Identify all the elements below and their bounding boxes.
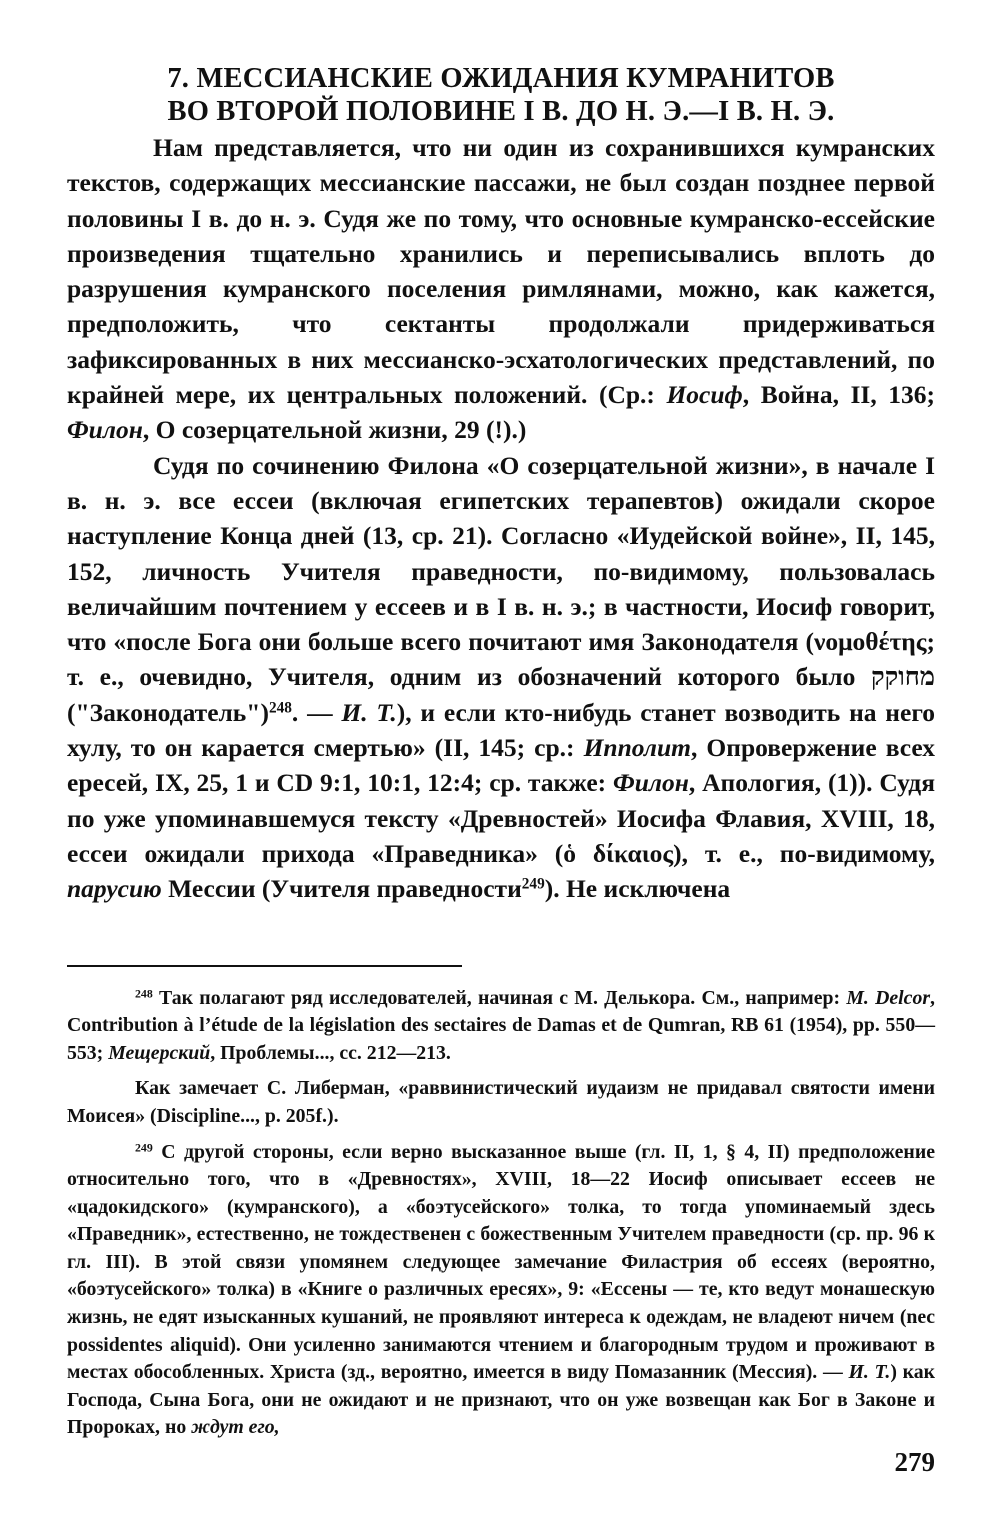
fn248-delcor: M. Delcor bbox=[846, 986, 931, 1009]
p2-text-5: , Апология, (1)). Судя по уже упоминавшемуся тексту «Древностей» Иосифа Флавия, XVIII, 18, ессеи ожидали прихода «Праведника» (ὁ δίκαιος), т. е., по-видимому, bbox=[67, 768, 935, 868]
page bbox=[67, 62, 935, 1450]
page-number: 279 bbox=[894, 1447, 935, 1477]
p1-filon: Филон bbox=[67, 415, 143, 445]
paragraph-1 bbox=[67, 130, 935, 448]
heading-line-1: 7. МЕССИАНСКИЕ ОЖИДАНИЯ КУМРАНИТОВ bbox=[167, 63, 835, 94]
heading-line-2: ВО ВТОРОЙ ПОЛОВИНЕ I В. ДО Н. Э.—I В. Н. Э. bbox=[167, 96, 835, 127]
footnote-ref-248: 248 bbox=[268, 699, 292, 717]
fn249-text-2: ) как Господа, Сына Бога, они не ожидают и не признают, что он уже возвещан как Бог в Законе и Пророках, но bbox=[67, 1361, 936, 1439]
footnotes bbox=[67, 985, 935, 1443]
fn248-text-3: , Проблемы..., сс. 212—213. bbox=[210, 1041, 451, 1064]
p2-ippolit: Ипполит bbox=[583, 733, 692, 763]
body-text bbox=[67, 130, 935, 907]
fn249-text-1: С другой стороны, если верно высказанное выше (гл. II, 1, § 4, II) предположение относительно того, что в «Древностях», XVIII, 18—22 Иосиф описывает ессеев не «цадокидского» (кумранского), а «боэтусейского» толка, то тогда упоминаемый здесь «Праведник», естественно, не тождественен с божественным Учителем праведности (ср. пр. 96 к гл. III). В этой связи упомянем следующее замечание Филастрия об ессеях (вероятно, «боэтусейского» толка) в «Книге о различных ересях», 9: «Ессены — те, кто ведут монашескую жизнь, не едят изысканных кушаний, не проявляют интереса к одеждам, не владеют ничем (nec possidentes aliquid). Они усиленно занимаются чтением и благородным трудом и проживают в местах обособленных. Христа (зд., вероятно, имеется в виду Помазанник (Мессия). — bbox=[67, 1140, 935, 1384]
p2-text-1: Судя по сочинению Филона «О созерцательной жизни», в начале I в. н. э. все ессеи (включая египетских терапевтов) ожидали скорое наступление Конца дней (13, ср. 21). Согласно «Иудейской войне», II, 145, 152, личность Учителя праведности, по-видимому, пользовалась величайшим почтением у ессеев и в I в. н. э.; в частности, Иосиф говорит, что «после Бога они больше всего почитают имя Законодателя (νομοθέτης; т. е., очевидно, Учителя, одним из обозначений которого было מחוקק ("Законодатель") bbox=[67, 450, 935, 727]
fn249-initials: И. Т. bbox=[848, 1361, 891, 1384]
p2-text-6: Мессии (Учителя праведности bbox=[161, 874, 522, 904]
fn248-text-1: Так полагают ряд исследователей, начиная с М. Делькора. См., например: bbox=[152, 986, 847, 1009]
p2-parusia: парусию bbox=[67, 874, 162, 904]
footnote-divider bbox=[67, 965, 462, 967]
footnote-248-continued: Как замечает С. Либерман, «раввинистический иудаизм не придавал святости имени Моисея» (Discipline..., p. 205f.). bbox=[67, 1077, 935, 1127]
p1-iosif: Иосиф bbox=[666, 380, 743, 410]
paragraph-2 bbox=[67, 448, 935, 907]
section-heading bbox=[67, 62, 935, 128]
fn248-text-2: , Contribution à l’étude de la législation des sectaires de Damas et de Qumran, RB 61 (1954), pp. 550—553; bbox=[67, 986, 935, 1064]
fn248-mesch: Мещерский bbox=[108, 1041, 211, 1064]
p2-text-4: , Опровержение всех ересей, IX, 25, 1 и CD 9:1, 10:1, 12:4; ср. также: bbox=[67, 733, 935, 798]
footnote-248-number: 248 bbox=[135, 986, 153, 1000]
footnote-249-number: 249 bbox=[135, 1139, 153, 1154]
footnote-248 bbox=[67, 985, 935, 1068]
p1-text-3: , О созерцательной жизни, 29 (!).) bbox=[142, 415, 527, 445]
p2-text-2: . — bbox=[291, 697, 342, 727]
p2-initials: И. Т. bbox=[341, 697, 397, 727]
p2-text-3: ), и если кто-нибудь станет возводить на него хулу, то он карается смертью» (II, 145; ср.: bbox=[67, 697, 936, 763]
p2-filon: Филон bbox=[613, 768, 689, 798]
p2-text-7: ). Не исключена bbox=[544, 874, 731, 904]
p1-text-2: , Война, II, 136; bbox=[742, 380, 935, 410]
footnote-249 bbox=[67, 1139, 935, 1443]
fn249-zhdut: ждут его, bbox=[191, 1416, 280, 1439]
p1-text-1: Нам представляется, что ни один из сохранившихся кумранских текстов, содержащих мессианские пассажи, не был создан позднее первой половины I в. до н. э. Судя же по тому, что основные кумранско-ессейские произведения тщательно хранились и переписывались вплоть до разрушения кумранского поселения римлянами, можно, как кажется, предположить, что сектанты продолжали придерживаться зафиксированных в них мессианско-эсхатологических представлений, по крайней мере, их центральных положений. (Ср.: bbox=[67, 133, 935, 410]
footnote-ref-249: 249 bbox=[521, 875, 545, 893]
